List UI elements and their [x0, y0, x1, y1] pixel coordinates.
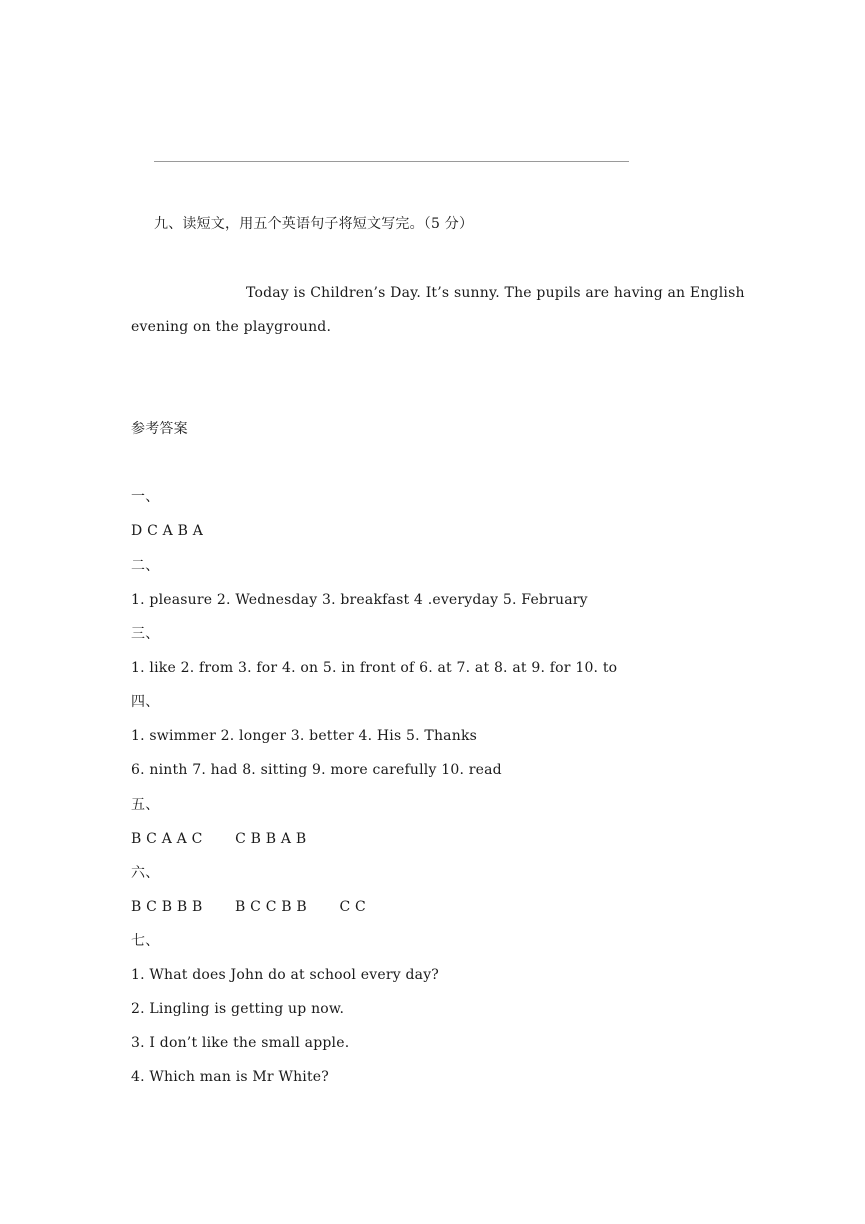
answer-section-label-6: 六、 [131, 865, 160, 881]
answer-line: 1. swimmer 2. longer 3. better 4. His 5. Thanks [131, 728, 478, 744]
answer-line: 1. like 2. from 3. for 4. on 5. in front of 6. at 7. at 8. at 9. for 10. to [131, 660, 618, 676]
answer-line: 1. What does John do at school every day? [131, 967, 440, 983]
answer-line: 3. I don’t like the small apple. [131, 1035, 350, 1051]
answer-line: 6. ninth 7. had 8. sitting 9. more carefully 10. read [131, 762, 502, 778]
answer-blank-line [154, 161, 629, 162]
answer-section-label-5: 五、 [131, 797, 160, 813]
answer-line: B C A A C C B B A B [131, 831, 307, 847]
passage-line-2: evening on the playground. [131, 319, 332, 335]
answer-line: 4. Which man is Mr White? [131, 1069, 329, 1085]
answer-line: D C A B A [131, 523, 204, 539]
answer-line: 2. Lingling is getting up now. [131, 1001, 345, 1017]
answer-line: B C B B B B C C B B C C [131, 899, 366, 915]
answer-line: 1. pleasure 2. Wednesday 3. breakfast 4 .everyday 5. February [131, 592, 588, 608]
answer-section-label-7: 七、 [131, 933, 160, 949]
answer-key-title: 参考答案 [131, 421, 188, 437]
answer-section-label-4: 四、 [131, 694, 160, 710]
answer-section-label-2: 二、 [131, 558, 160, 574]
answer-section-label-3: 三、 [131, 626, 160, 642]
passage-line-1: Today is Children’s Day. It’s sunny. The pupils are having an English [246, 285, 745, 301]
question-nine-heading: 九、读短文，用五个英语句子将短文写完。（5 分） [154, 216, 474, 232]
answer-section-label-1: 一、 [131, 489, 160, 505]
